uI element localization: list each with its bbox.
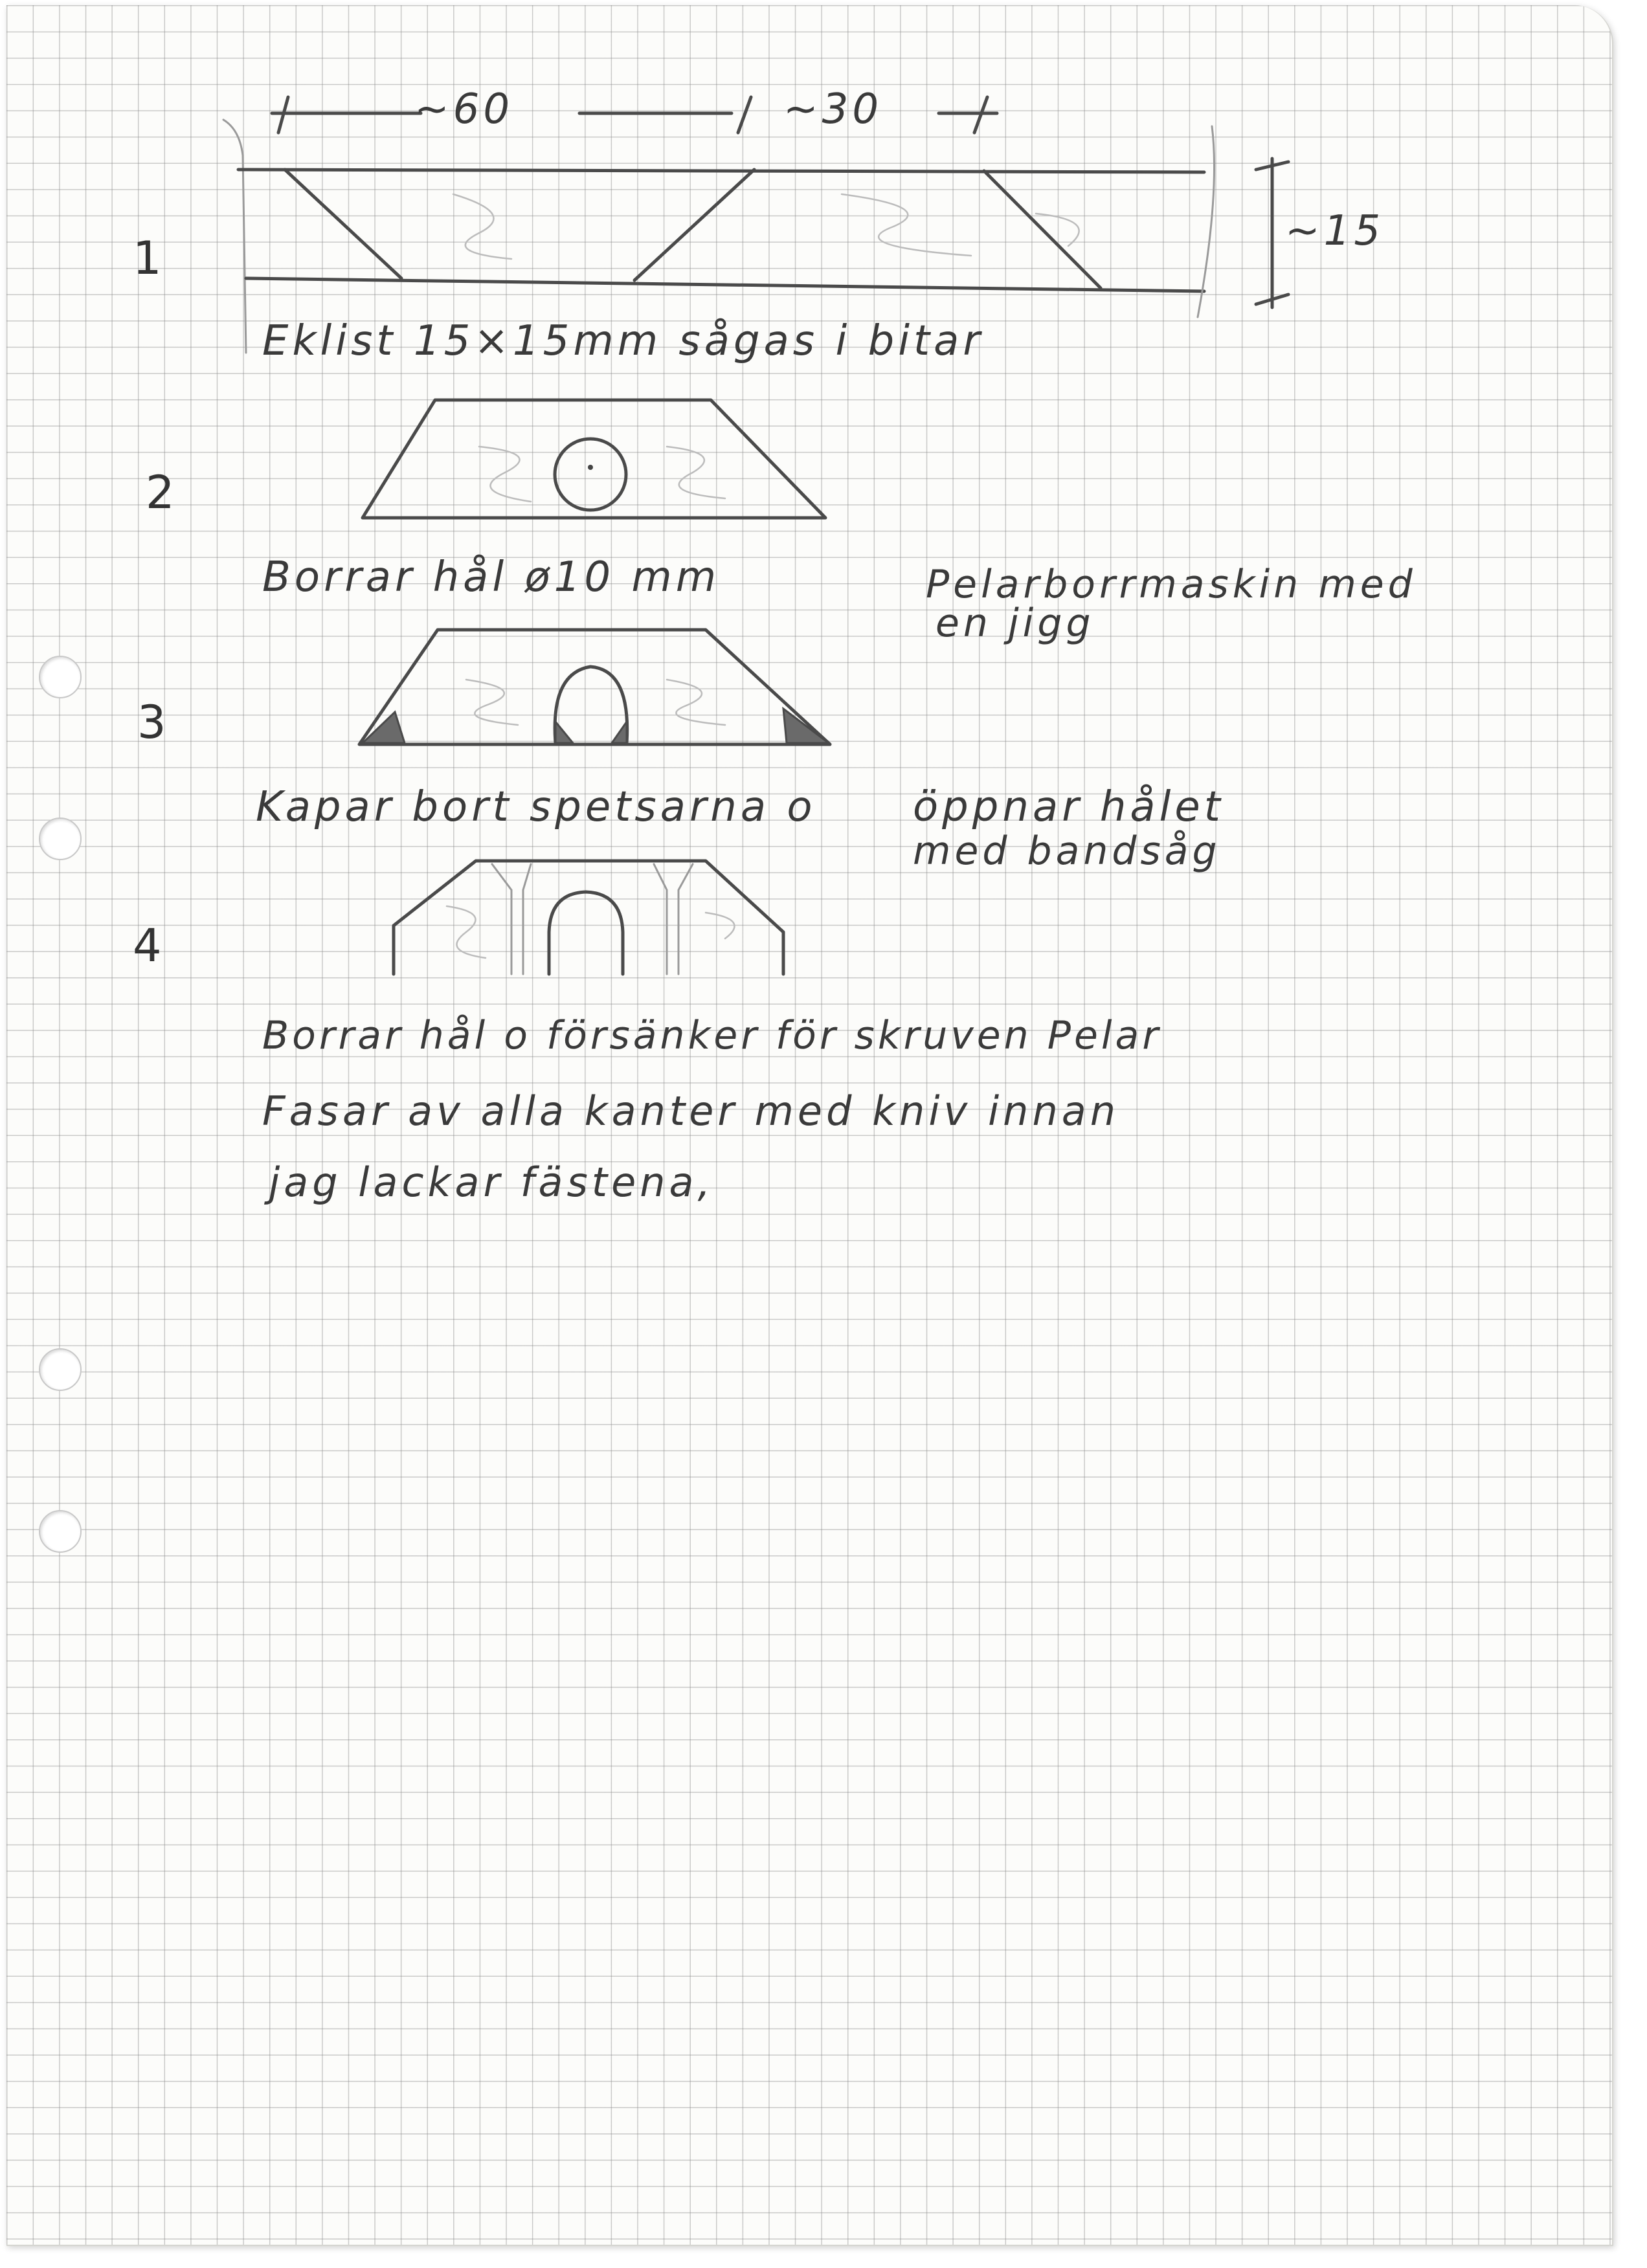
step-text: Kapar bort spetsarna o [256,783,816,831]
step-number: 2 [146,466,175,519]
step-text: Borrar hål ø10 mm [262,553,721,601]
dimension-label-height: ~15 [1285,207,1385,255]
step-number: 1 [133,232,162,285]
trapezoid-with-hole [363,400,825,518]
dimension-label-length-a: ~60 [414,85,514,133]
step-text: Fasar av alla kanter med kniv innan [262,1087,1120,1135]
step-text: Pelarborrmaskin med [926,562,1417,607]
step-number: 3 [137,696,166,749]
step-text: en jigg [936,601,1095,646]
step-text: öppnar hålet [913,783,1224,831]
finished-bracket [394,861,783,974]
trapezoid-cut-corners [359,630,830,744]
step-text: jag lackar fästena, [269,1159,715,1206]
step-text: med bandsåg [913,828,1221,874]
step-number: 4 [133,919,162,972]
step-text: Eklist 15×15mm sågas i bitar [262,317,984,365]
dimension-label-length-b: ~30 [783,85,883,133]
step-text: Borrar hål o försänker för skruven Pelar [262,1013,1161,1058]
